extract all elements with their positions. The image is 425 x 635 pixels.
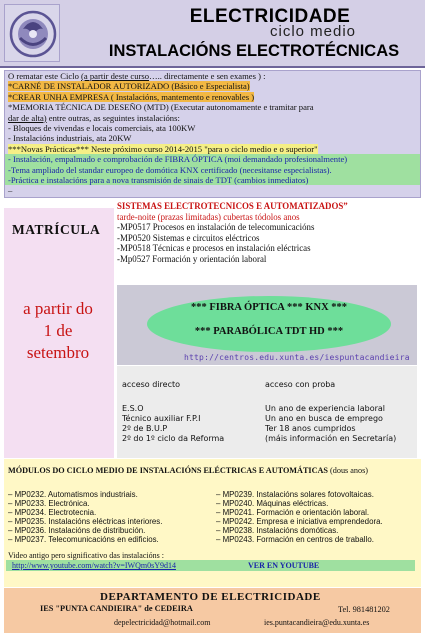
test-access-list	[265, 404, 396, 444]
module-item: – MP0235. Instalacións eléctricas interiores.	[8, 517, 163, 527]
video-intro-text: Video antigo pero significativo das instalacións :	[8, 551, 164, 560]
info-alta-rest: entre outras, as seguintes instalacións:	[46, 112, 180, 123]
enrollment-date-line1: a partir do	[23, 299, 93, 318]
info-intro-b: (a partir deste curso	[81, 71, 150, 81]
direct-access-title: acceso directo	[122, 380, 180, 389]
systems-title: SISTEMAS ELECTROTECNICOS E AUTOMATIZADOS”	[117, 201, 348, 211]
youtube-link[interactable]: http://www.youtube.com/watch?v=IWQm0sY9d14	[12, 561, 176, 570]
module-item: – MP0242. Empresa e iniciativa emprendedora.	[216, 517, 383, 527]
info-fibra: - Instalación, empalmado e comprobación de FIBRA ÓPTICA (moi demandado profesionalmente)	[5, 154, 420, 164]
info-knx: -Tema ampliado del standar europeo de domótica KNX certificado (necesitanse especialistas).	[5, 165, 420, 175]
department-name: DEPARTAMENTO DE ELECTRICIDADE	[100, 591, 321, 603]
module-item: – MP0237. Telecomunicacións en edificios.	[8, 535, 159, 545]
module-item: – MP0240. Máquinas eléctricas.	[216, 499, 329, 509]
test-access-title: acceso con proba	[265, 380, 336, 389]
info-panel	[4, 70, 421, 198]
school-email[interactable]: ies.puntacandieira@edu.xunta.es	[264, 618, 370, 627]
info-vivendas: - Bloques de vivendas e locais comerciais, ata 100KW	[8, 123, 196, 134]
module-item: – MP0243. Formación en centros de traballo.	[216, 535, 374, 545]
course-title: INSTALACIÓNS ELECTROTÉCNICAS	[108, 42, 400, 60]
test-access-item: Un ano en busca de emprego	[265, 414, 383, 423]
info-alta: dar de alta)	[8, 112, 47, 123]
module-item: – MP0234. Electrotecnia.	[8, 508, 97, 518]
info-intro	[5, 71, 420, 81]
direct-access-list	[122, 404, 224, 444]
modules-list-left	[8, 490, 162, 545]
info-dash: –	[8, 185, 13, 196]
modules-title	[8, 466, 368, 475]
info-industriais: - Instalacións industriais, ata 20KW	[8, 133, 132, 144]
modules-title-text: MÓDULOS DO CICLO MEDIO DE INSTALACIÓNS ELÉCTRICAS E AUTOMÁTICAS	[8, 466, 328, 475]
module-item: – MP0233. Electrónica.	[8, 499, 90, 509]
direct-access-item: 2º de B.U.P	[122, 424, 168, 433]
page-title: ELECTRICIDADE	[189, 6, 351, 27]
module-item: – MP0236. Instalacións de distribución.	[8, 526, 146, 536]
enrollment-date-line2: 1 de	[43, 321, 73, 340]
technologies-line2: *** PARABÓLICA TDT HD ***	[194, 326, 344, 337]
test-access-item: Ter 18 anos cumpridos	[265, 424, 356, 433]
info-novas-practicas: ***Novas Prácticas*** Neste próximo curso 2014-2015 "para o ciclo medio e o superior"	[8, 143, 318, 154]
module-item: – MP0241. Formación e orientación laboral.	[216, 508, 370, 518]
direct-access-item: E.S.O	[122, 404, 144, 413]
info-intro-c: ….. directamente e sen exames ) :	[149, 71, 266, 81]
systems-item: -MP0520 Sistemas e circuitos eléctricos	[117, 232, 260, 243]
module-item: – MP0239. Instalacións solares fotovoltaicas.	[216, 490, 374, 499]
school-logo-icon	[4, 4, 60, 62]
page-subtitle: ciclo medio	[270, 23, 357, 40]
systems-item: -Mp0527 Formación y orientación laboral	[117, 253, 267, 264]
info-carne: *CARNÉ DE INSTALADOR AUTORIZADO (Básico e Especialista)	[8, 81, 250, 92]
school-name: IES "PUNTA CANDIEIRA" de CEDEIRA	[40, 604, 193, 613]
info-tdt: -Práctica e instalacións para a nova transmisión de sinais de TDT (cambios inmediatos)	[5, 175, 420, 185]
module-item: – MP0238. Instalacións domóticas.	[216, 526, 339, 536]
info-intro-a: O rematar este Ciclo	[8, 71, 82, 81]
direct-access-item: Técnico auxiliar F.P.I	[122, 414, 201, 423]
direct-access-item: 2º do 1º ciclo da Reforma	[122, 434, 225, 443]
enrollment-date-line3: setembro	[26, 343, 90, 362]
youtube-label[interactable]: VER EN YOUTUBE	[248, 561, 320, 570]
info-mtd: *MEMORIA TÉCNICA DE DESEÑO (MTD) (Executar autonomamente e tramitar para	[8, 102, 314, 113]
systems-course-panel	[117, 201, 413, 285]
phone-number: Tel. 981481202	[338, 605, 390, 614]
modules-list-right	[216, 490, 383, 545]
modules-duration: (dous anos)	[327, 466, 369, 475]
department-email[interactable]: depelectricidad@hotmail.com	[114, 618, 211, 627]
enrollment-date	[8, 298, 108, 364]
systems-item: -MP0517 Procesos en instalación de telecomunicacións	[117, 222, 315, 233]
test-access-item: (máis información en Secretaría)	[265, 434, 397, 443]
test-access-item: Un ano de experiencia laboral	[265, 404, 386, 413]
enrollment-label: MATRÍCULA	[12, 222, 101, 237]
systems-schedule: tarde-noite (prazas limitadas) cubertas tódolos anos	[117, 211, 300, 222]
school-website-link[interactable]: http://centros.edu.xunta.es/iespuntacandieira	[184, 353, 410, 362]
module-item: – MP0232. Automatismos industriais.	[8, 490, 138, 499]
info-empresa: *CREAR UNHA EMPRESA ( Instalacións, mantemento e renovables )	[8, 91, 255, 102]
systems-item: -MP0518 Técnicas e procesos en instalación eléctricas	[117, 243, 311, 254]
technologies-line1: *** FIBRA ÓPTICA *** KNX ***	[190, 302, 348, 313]
